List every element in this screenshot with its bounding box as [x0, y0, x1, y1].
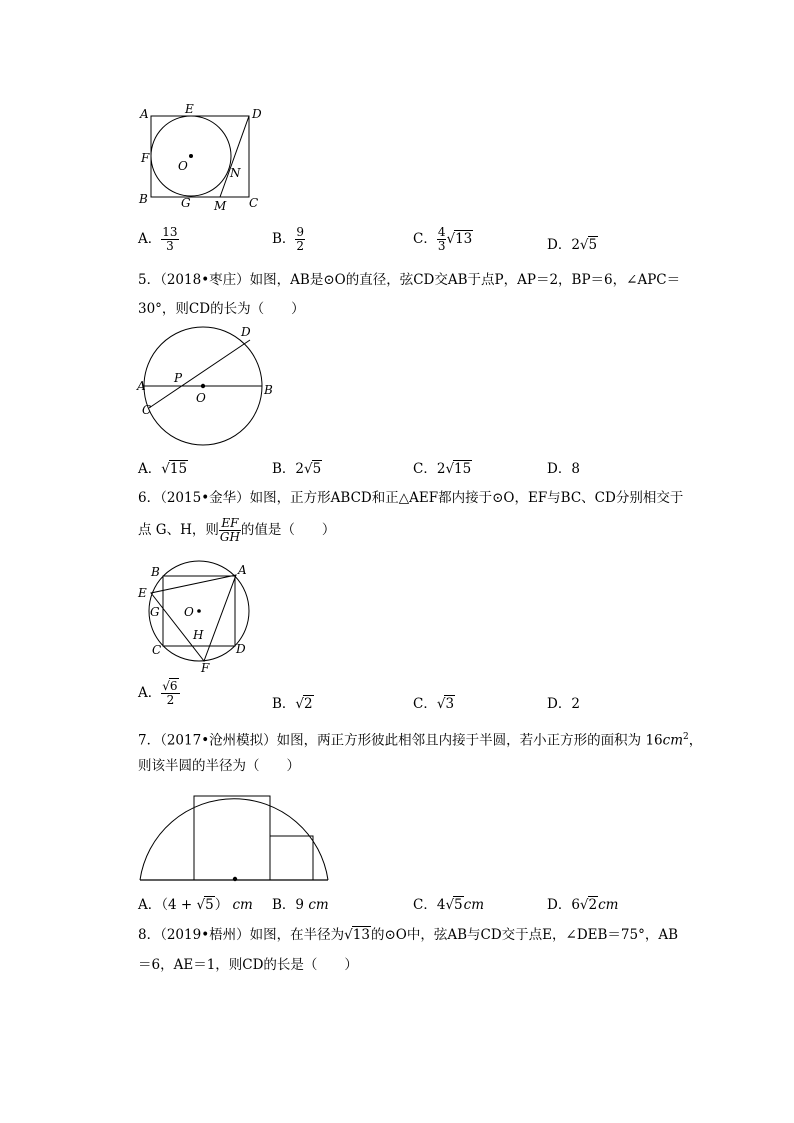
- label-n: N: [230, 166, 241, 180]
- label-c: C: [142, 403, 152, 417]
- figure-q6: [130, 558, 260, 678]
- label-h: H: [193, 628, 204, 642]
- center-dot: [197, 609, 201, 613]
- q5-option-d: D．8: [547, 461, 580, 477]
- q7-option-c: C．4√5cm: [413, 897, 485, 913]
- label-d: D: [252, 107, 262, 121]
- center-dot: [233, 877, 237, 881]
- q7-stem-line1: 7．（2017•沧州模拟）如图，两正方形彼此相邻且内接于半圆，若小正方形的面积为 $16cm^2$，: [138, 732, 703, 749]
- q4-option-a: A． $\frac{13}{3}$: [138, 225, 178, 253]
- q7-option-d: D．6√2cm: [547, 897, 619, 913]
- q8-stem-line1: 8．（2019•梧州）如图，在半径为√13的⊙O中，弦AB与CD交于点E，∠DEB＝75°，AB: [138, 927, 679, 943]
- label-c: C: [249, 196, 259, 210]
- q5-stem-line1: 5．（2018•枣庄）如图，AB是⊙O的直径，弦CD交AB于点P，AP＝2，BP＝6，∠APC＝: [138, 272, 681, 288]
- label-a: A: [137, 379, 146, 393]
- q8-stem-line2: ＝6，AE＝1，则CD的长是（ ）: [138, 957, 358, 973]
- label-g: G: [181, 196, 191, 210]
- label-o: O: [178, 159, 188, 173]
- large-square: [194, 796, 270, 880]
- center-dot: [189, 154, 193, 158]
- label-d: D: [241, 325, 251, 339]
- label-o: O: [196, 391, 206, 405]
- label-p: P: [174, 371, 183, 385]
- figure-q4: [130, 100, 270, 215]
- q5-stem-line2: 30°，则CD的长为（ ）: [138, 301, 305, 317]
- label-b: B: [151, 565, 160, 579]
- figure-q5: [130, 322, 290, 447]
- label-f: F: [141, 151, 150, 165]
- label-d: D: [236, 642, 246, 656]
- label-b: B: [139, 192, 148, 206]
- q6-option-a: A． $\frac{√6}{2}$: [138, 679, 178, 707]
- q5-option-b: B．2√5: [272, 461, 322, 477]
- label-o: O: [184, 605, 194, 619]
- q5-option-c: C．2√15: [413, 461, 472, 477]
- label-e: E: [185, 102, 194, 116]
- label-g: G: [150, 605, 160, 619]
- label-e: E: [138, 586, 147, 600]
- q7-stem-line2: 则该半圆的半径为（ ）: [138, 758, 300, 774]
- segment-dm: [220, 116, 249, 197]
- q6-option-b: B．√2: [272, 696, 313, 712]
- label-a: A: [140, 107, 149, 121]
- label-f: F: [201, 661, 210, 675]
- q5-option-a: A．√15: [138, 461, 188, 477]
- label-a: A: [238, 563, 247, 577]
- q6-option-d: D．2: [547, 696, 580, 712]
- semicircle: [140, 799, 328, 880]
- figure-q7: [130, 780, 340, 885]
- q4-option-c: C． $\frac{4}{3}$ √13: [413, 225, 473, 253]
- q6-stem-line2: 点 G、H，则 $\frac{EF}{GH}$ 的值是（ ）: [138, 516, 336, 544]
- q4-option-b: B． $\frac{9}{2}$: [272, 225, 305, 253]
- label-c: C: [152, 643, 162, 657]
- q4-option-d: D．2√5: [547, 237, 598, 253]
- label-m: M: [214, 199, 227, 213]
- q6-option-c: C．√3: [413, 696, 455, 712]
- center-dot: [201, 384, 205, 388]
- q7-option-b: B．9 cm: [272, 897, 329, 913]
- q6-stem-line1: 6．（2015•金华）如图，正方形ABCD和正△AEF都内接于⊙O，EF与BC、CD分别相交于: [138, 490, 684, 506]
- small-square: [270, 836, 313, 880]
- q7-option-a: A．（4 + √5） cm: [138, 897, 253, 913]
- label-b: B: [264, 383, 273, 397]
